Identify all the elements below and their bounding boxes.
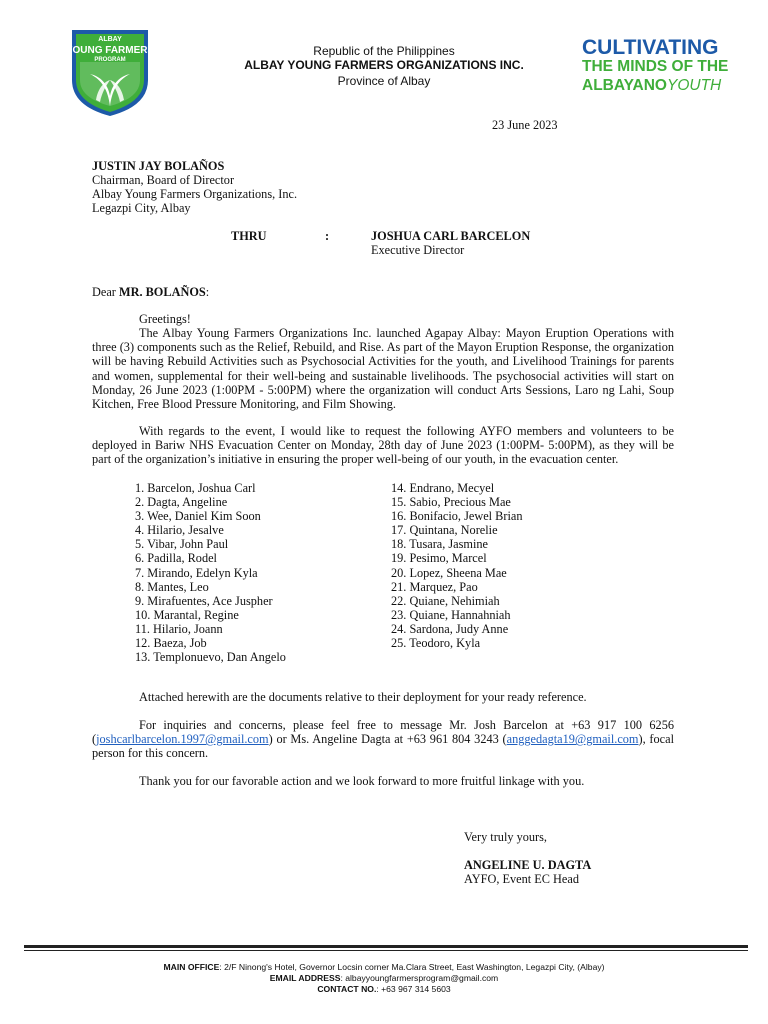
- salutation-prefix: Dear: [92, 285, 119, 299]
- list-item: 18. Tusara, Jasmine: [391, 537, 489, 552]
- list-item: 7. Mirando, Edelyn Kyla: [135, 565, 258, 580]
- volunteer-list-left: [135, 481, 286, 664]
- list-item: 10. Marantal, Regine: [135, 607, 239, 622]
- slogan-word-albayano: ALBAYANO: [582, 77, 667, 94]
- list-item: 15. Sabio, Precious Mae: [391, 495, 511, 510]
- list-item: 3. Wee, Daniel Kim Soon: [135, 509, 261, 524]
- footer-contact-value: : +63 967 314 5603: [376, 984, 451, 994]
- list-item: 20. Lopez, Sheena Mae: [391, 565, 507, 580]
- list-item: 8. Mantes, Leo: [135, 579, 209, 594]
- paragraph-4: [92, 718, 674, 761]
- recipient-name: JUSTIN JAY BOLAÑOS: [92, 159, 225, 173]
- salutation-name: MR. BOLAÑOS: [118, 285, 206, 299]
- list-item: 22. Quiane, Nehimiah: [391, 593, 500, 608]
- list-item: 21. Marquez, Pao: [391, 579, 478, 594]
- paragraph-1: The Albay Young Farmers Organizations Inc. launched Agapay Albay: Mayon Eruption Operations with three (3) components such as the Relief, Rebuild, and Rise. As part of the Mayon Eruption Response, the organization will be having Rebuild Activities such as Psychosocial Activities for the youth, and Livelihood Trainings for parents and women, supplemental for their well-being and sustainable livelihoods. The psychosocial activities will start on Monday, 26 June 2023 (1:00PM - 5:00PM) where the organization will conduct Arts Sessions, Laro ng Lahi, Soup Kitchen, Free Blood Pressure Monitoring, and Film Showing.: [92, 326, 674, 412]
- footer-email-value: : albayyoungfarmersprogram@gmail.com: [340, 973, 499, 983]
- slogan-line-3: [582, 76, 738, 95]
- paragraph-4-text-3: ), focal person for this concern.: [92, 732, 674, 761]
- list-item: 25. Teodoro, Kyla: [391, 636, 481, 651]
- logo-text-top: ALBAY: [98, 36, 122, 43]
- email-link-dagta[interactable]: anggedagta19@gmail.com: [506, 732, 639, 747]
- slogan-logo: [582, 38, 738, 95]
- closing: Very truly yours,: [464, 830, 547, 844]
- greeting: Greetings!: [139, 312, 191, 326]
- list-item: 23. Quiane, Hannahniah: [391, 607, 511, 622]
- paragraph-2: With regards to the event, I would like to request the following AYFO members and volunteers to be deployed in Bariw NHS Evacuation Center on Monday, 28th day of June 2023 (1:00PM- 5:00PM), as they will be part of the organization’s initiative in ensuring the proper well-being of our youth, in the evacuation center.: [92, 424, 674, 467]
- header-org-name: ALBAY YOUNG FARMERS ORGANIZATIONS INC.: [244, 58, 524, 72]
- footer-contact-label: CONTACT NO.: [317, 984, 377, 994]
- paragraph-4-text-1: For inquiries and concerns, please feel free to message Mr. Josh Barcelon at +63 917 100 6256 (: [92, 718, 674, 747]
- thru-label: THRU: [231, 229, 267, 243]
- list-item: 12. Baeza, Job: [135, 636, 207, 651]
- list-item: 5. Vibar, John Paul: [135, 537, 229, 552]
- thru-colon: :: [325, 229, 330, 243]
- list-item: 6. Padilla, Rodel: [135, 551, 217, 566]
- footer-email-label: EMAIL ADDRESS: [269, 973, 341, 983]
- volunteer-list-right: [391, 481, 522, 650]
- header-country: Republic of the Philippines: [313, 44, 455, 58]
- recipient-title: Chairman, Board of Director: [92, 173, 235, 187]
- list-item: 14. Endrano, Mecyel: [391, 481, 495, 495]
- footer-email: [0, 973, 768, 984]
- thru-title: Executive Director: [371, 243, 465, 257]
- list-item: 11. Hilario, Joann: [135, 621, 223, 636]
- list-item: 4. Hilario, Jesalve: [135, 523, 224, 538]
- salutation-suffix: :: [205, 285, 210, 299]
- paragraph-5: Thank you for our favorable action and we look forward to more fruitful linkage with you.: [139, 774, 585, 788]
- slogan-line-2: THE MINDS OF THE: [582, 58, 729, 75]
- footer-office-label: MAIN OFFICE: [163, 962, 220, 972]
- letter-date: 23 June 2023: [492, 118, 558, 132]
- recipient-org: Albay Young Farmers Organizations, Inc.: [92, 187, 298, 201]
- email-link-barcelon[interactable]: joshcarlbarcelon.1997@gmail.com: [96, 732, 269, 747]
- signatory-title: AYFO, Event EC Head: [464, 872, 579, 886]
- list-item: 2. Dagta, Angeline: [135, 495, 228, 510]
- list-item: 1. Barcelon, Joshua Carl: [135, 481, 256, 495]
- footer-rule-thin: [24, 950, 748, 951]
- footer-contact: [0, 984, 768, 995]
- paragraph-4-text-2: ) or Ms. Angeline Dagta at +63 961 804 3243 (: [268, 732, 507, 747]
- signatory-name: ANGELINE U. DAGTA: [464, 858, 592, 872]
- paragraph-3: Attached herewith are the documents relative to their deployment for your ready reference.: [139, 690, 587, 704]
- list-item: 16. Bonifacio, Jewel Brian: [391, 509, 523, 524]
- thru-name: JOSHUA CARL BARCELON: [371, 229, 531, 243]
- list-item: 9. Mirafuentes, Ace Juspher: [135, 593, 273, 608]
- footer-rule-thick: [24, 945, 748, 948]
- list-item: 17. Quintana, Norelie: [391, 523, 498, 538]
- logo-text-main: YOUNG FARMERS: [66, 45, 154, 56]
- recipient-address: Legazpi City, Albay: [92, 201, 191, 215]
- list-item: 13. Templonuevo, Dan Angelo: [135, 650, 286, 665]
- slogan-line-1: CULTIVATING: [582, 36, 719, 59]
- ayfp-logo: [66, 26, 154, 118]
- header-province: Province of Albay: [337, 74, 431, 88]
- footer-office: [0, 962, 768, 973]
- salutation: [92, 285, 209, 299]
- logo-text-bottom: PROGRAM: [94, 57, 126, 63]
- slogan-word-youth: YOUTH: [667, 77, 722, 94]
- footer-office-value: : 2/F Ninong's Hotel, Governor Locsin corner Ma.Clara Street, East Washington, Legazpi City, (Albay): [219, 962, 605, 972]
- list-item: 24. Sardona, Judy Anne: [391, 621, 509, 636]
- list-item: 19. Pesimo, Marcel: [391, 551, 487, 566]
